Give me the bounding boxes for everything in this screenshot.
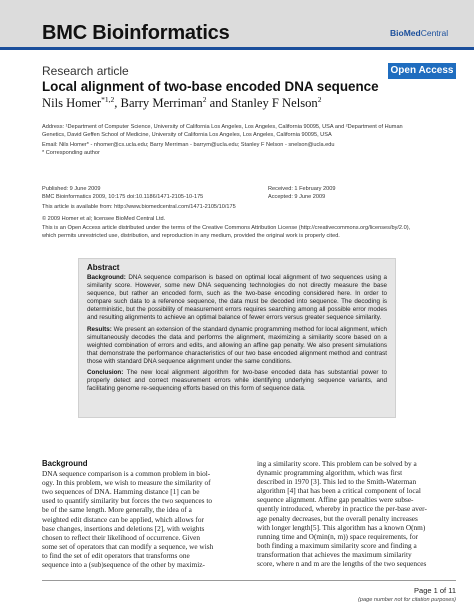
copyright-line: © 2009 Homer et al; licensee BioMed Central Ltd. — [42, 216, 166, 222]
email-line[interactable]: Email: Nils Homer* - nhomer@cs.ucla.edu; Barry Merriman - barrym@ucla.edu; Stanley F Nelson - snelson@ucla.edu — [42, 142, 335, 148]
body-text-line: transformation that achieves the maximum similarity — [257, 549, 412, 559]
abstract-background — [87, 274, 387, 323]
body-text-line: age penalty decreases, but the overall penalty increases — [257, 513, 418, 523]
abstract-section-label: Conclusion: — [87, 369, 124, 377]
publisher-logo-bold: BioMed — [390, 28, 421, 38]
body-text-line: to find the set of edit operators that transforms one — [42, 550, 190, 560]
footer-rule — [42, 580, 456, 581]
license-line: which permits unrestricted use, distribution, and reproduction in any medium, provided the original work is properly cited. — [42, 233, 340, 239]
body-text-line: weighted edit distance can be applied, which allows for — [42, 514, 204, 524]
email-block — [42, 141, 462, 157]
body-text-line: DNA sequence comparison is a common problem in biol- — [42, 469, 211, 479]
body-text-line: some set of operators that can modify a sequence, we wish — [42, 541, 214, 551]
address-block — [42, 123, 462, 139]
open-access-badge[interactable]: Open Access — [388, 63, 456, 79]
header-rule — [0, 47, 474, 50]
address-line: Address: ¹Department of Computer Science, University of California Los Angeles, Los Angeles, California 90095, USA and ²Department of Human — [42, 124, 403, 130]
body-text-line: ogy. In this problem, we wish to measure the similarity of — [42, 478, 211, 488]
abstract-box — [78, 258, 396, 418]
body-column-left — [42, 459, 230, 569]
journal-title: BMC Bioinformatics — [42, 22, 230, 44]
article-url[interactable]: This article is available from: http://www.biomedcentral.com/1471-2105/10/175 — [42, 204, 236, 210]
license-line[interactable]: This is an Open Access article distributed under the terms of the Creative Commons Attribution License (http://creativecommons.org/licenses/by/2.0), — [42, 225, 411, 231]
author-affiliation: 2 — [317, 95, 322, 104]
article-type: Research article — [42, 64, 129, 78]
address-line: Genetics, David Geffen School of Medicine, University of California Los Angeles, Los Angeles, California 90095, USA — [42, 132, 332, 138]
body-column-right — [257, 459, 445, 568]
section-heading-background: Background — [42, 459, 88, 468]
body-text-line: two sequences of DNA. Hamming distance [1] can be — [42, 487, 200, 497]
author-list: Nils Homer$^{*1,2}$, Barry Merriman$^2$ and Stanley F Nelson$^2$ — [42, 95, 322, 111]
body-text-line: described in 1970 [3]. This led to the Smith-Waterman — [257, 477, 417, 487]
body-text-line: sequence alignment. Affine gap penalties were subse- — [257, 495, 414, 505]
body-text-line: used to quantify similarity but forces the two sequences to — [42, 496, 213, 506]
body-text-line: chosen to reflect their likelihood of occurrence. Given — [42, 532, 201, 542]
body-text-line: algorithm [4] that has been a critical component of local — [257, 486, 421, 496]
body-text-line: quently introduced, whereby in practice the per-base aver- — [257, 504, 427, 514]
author-affiliation: *1,2 — [101, 95, 115, 104]
abstract-section-text: We present an extension of the standard dynamic programming method for local alignment, which simultaneously decodes the data and performs the alignment, maximizing a similarity score based on a weighted combination of errors and edits, and allowing an affine gap penalty. We also present simulations that demonstrate the performance characteristics of our two base encoded alignment method and contrast those with standard DNA sequence alignment under the same conditions. — [87, 325, 387, 365]
body-text-line: base changes, insertions and deletions [2], with weights — [42, 523, 205, 533]
publisher-logo-light: Central — [420, 28, 449, 38]
page-number: Page 1 of 11 — [414, 586, 456, 595]
abstract-section-text: The new local alignment algorithm for two-base encoded data has substantial power to properly detect and correct measurement errors while identifying underlying sequence variants, and facilitating genome re-sequencing efforts based on this form of sequence data. — [87, 369, 387, 393]
abstract-section-label: Background: — [87, 274, 126, 281]
received-date: Received: 1 February 2009 — [268, 186, 336, 192]
body-text-line: sequence into a (sub)sequence of the other by maximiz- — [42, 560, 205, 570]
publisher-logo — [390, 28, 448, 38]
corresponding-author-note: * Corresponding author — [42, 150, 100, 156]
body-text-line: both finding a maximum similarity score and finding a — [257, 540, 417, 550]
abstract-section-label: Results: — [87, 325, 112, 333]
page-number-note: (page number not for citation purposes) — [358, 597, 456, 603]
author-name[interactable]: Nils Homer — [42, 96, 102, 111]
body-text-line: be of the same length. More generally, the idea of a — [42, 505, 192, 515]
body-text-line: running time and O(min(n, m)) space requirements, for — [257, 531, 419, 541]
author-name[interactable]: Barry Merriman — [120, 96, 203, 111]
abstract-results — [87, 326, 387, 366]
accepted-date: Accepted: 9 June 2009 — [268, 194, 326, 200]
author-name[interactable]: Stanley F Nelson — [230, 96, 318, 111]
body-text-line: score, where n and m are the lengths of the two sequences — [257, 559, 427, 569]
published-date: Published: 9 June 2009 — [42, 186, 101, 192]
abstract-conclusion — [87, 369, 387, 393]
author-affiliation: 2 — [202, 95, 207, 104]
citation-line: BMC Bioinformatics 2009, 10:175 doi:10.1186/1471-2105-10-175 — [42, 194, 204, 200]
article-title: Local alignment of two-base encoded DNA sequence — [42, 79, 379, 94]
abstract-heading: Abstract — [87, 263, 120, 272]
body-text-line: with longer length[5]. This algorithm has a known O(nm) — [257, 522, 426, 532]
abstract-section-text: DNA sequence comparison is based on optimal local alignment of two sequences using a similarity score. However, some new DNA sequencing technologies do not directly measure the base sequence, but rather an encoded form, such as the two-base encoding considered here. In order to compare such data to a reference sequence, the data must be decoded into sequence. The decoding is deterministic, but the possibility of measurement errors requires searching among all possible error modes and resulting alignments to achieve an optimal balance of fewer errors versus greater sequence similarity. — [87, 274, 387, 322]
body-text-line: ing a similarity score. This problem can be solved by a — [257, 459, 417, 468]
body-text-line: dynamic programming algorithm, which was first — [257, 468, 403, 478]
